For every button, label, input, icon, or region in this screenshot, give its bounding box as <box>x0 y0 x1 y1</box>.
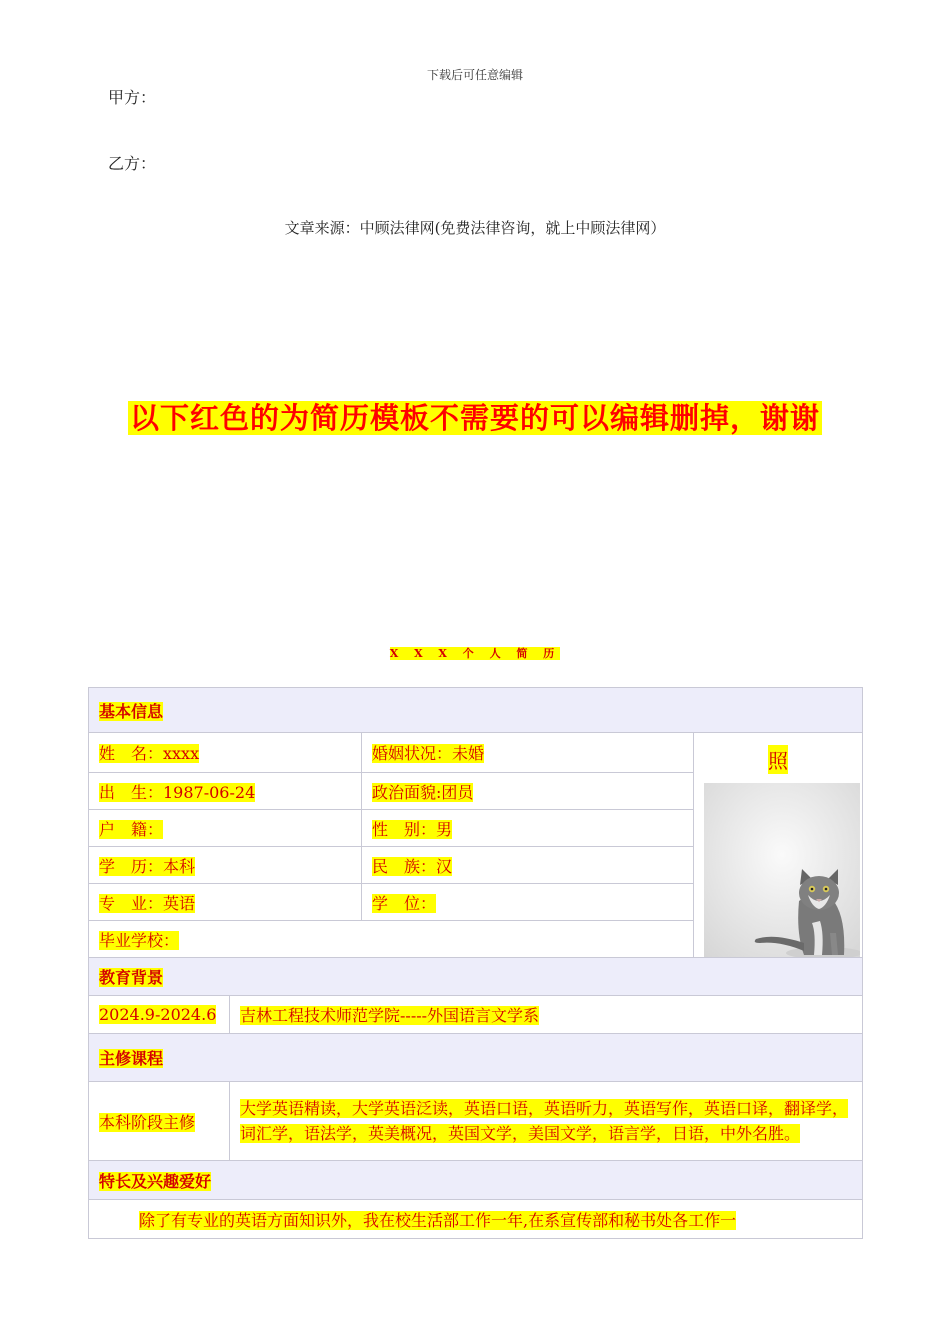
birth-field: 出 生：1987-06-24 <box>99 782 256 802</box>
major-field: 专 业：英语 <box>99 893 196 913</box>
cat-photo <box>704 783 860 958</box>
section-basic-info <box>89 688 863 733</box>
section-heading: 基本信息 <box>99 701 164 721</box>
resume-title <box>0 642 950 661</box>
degree-field: 学 位： <box>372 893 437 913</box>
section-heading: 教育背景 <box>99 968 164 987</box>
section-hobbies <box>89 1161 863 1200</box>
education-field: 学 历：本科 <box>99 856 196 876</box>
template-banner-text: 以下红色的为简历模板不需要的可以编辑删掉，谢谢 <box>129 401 820 435</box>
download-note: 下载后可任意编辑 <box>426 68 523 82</box>
gender-field: 性 别：男 <box>372 819 453 839</box>
party-a-label: 甲方： <box>108 88 157 107</box>
politics-field: 政治面貌:团员 <box>372 782 474 802</box>
party-b-label: 乙方： <box>108 154 157 173</box>
template-banner <box>0 396 950 437</box>
resume-title-text: X X X 个 人 简 历 <box>389 647 561 660</box>
courses-text: 大学英语精读，大学英语泛读，英语口语，英语听力，英语写作，英语口译，翻译学，词汇学，语法学，英美概况，英国文学，美国文学，语言学，日语，中外名胜。 <box>240 1099 849 1143</box>
ethnicity-field: 民 族：汉 <box>372 856 453 876</box>
resume-table <box>88 687 863 1239</box>
education-period: 2024.9-2024.6 <box>99 1005 217 1024</box>
section-heading: 特长及兴趣爱好 <box>99 1171 212 1191</box>
section-courses <box>89 1034 863 1082</box>
name-field: 姓 名：xxxx <box>99 744 200 763</box>
source-line: 文章来源：中顾法律网(免费法律咨询，就上中顾法律网） <box>284 219 666 237</box>
courses-label: 本科阶段主修 <box>99 1112 196 1132</box>
hobbies-text: 除了有专业的英语方面知识外，我在校生活部工作一年,在系宣传部和秘书处各工作一 <box>139 1210 737 1230</box>
section-heading: 主修课程 <box>99 1049 164 1068</box>
education-detail: 吉林工程技术师范学院-----外国语言文学系 <box>240 1006 540 1025</box>
marital-field: 婚姻状况：未婚 <box>372 744 485 763</box>
photo-label: 照 <box>768 745 788 774</box>
hukou-field: 户 籍： <box>99 819 164 839</box>
photo-cell <box>694 733 863 958</box>
school-field: 毕业学校： <box>99 930 180 950</box>
section-education <box>89 958 863 996</box>
